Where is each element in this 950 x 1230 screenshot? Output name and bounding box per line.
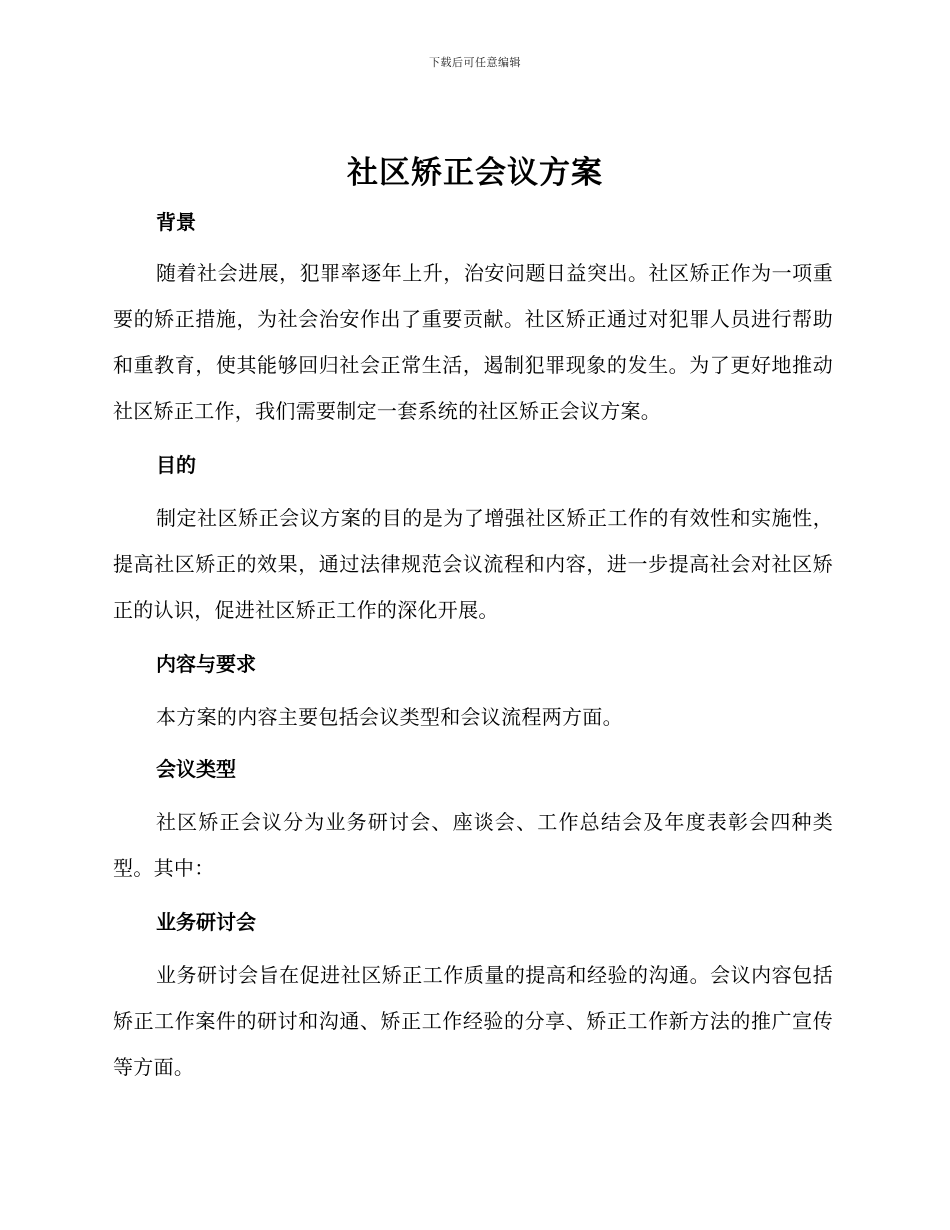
section-heading-background: 背景 — [156, 210, 196, 234]
section-paragraph-purpose: 制定社区矫正会议方案的目的是为了增强社区矫正工作的有效性和实施性，提高社区矫正的效果，通过法律规范会议流程和内容，进一步提高社会对社区矫正的认识，促进社区矫正工作的深化开展。 — [113, 506, 833, 622]
section-paragraph-content-requirements: 本方案的内容主要包括会议类型和会议流程两方面。 — [156, 705, 623, 729]
document-body — [113, 200, 833, 1090]
page-header-note: 下载后可任意编辑 — [429, 56, 521, 69]
document-title: 社区矫正会议方案 — [347, 155, 603, 191]
section-paragraph-background: 随着社会进展，犯罪率逐年上升，治安问题日益突出。社区矫正作为一项重要的矫正措施，为社会治安作出了重要贡献。社区矫正通过对犯罪人员进行帮助和重教育，使其能够回归社会正常生活，遏制犯罪现象的发生。为了更好地推动社区矫正工作，我们需要制定一套系统的社区矫正会议方案。 — [113, 261, 833, 423]
section-paragraph-business-seminar: 业务研讨会旨在促进社区矫正工作质量的提高和经验的沟通。会议内容包括矫正工作案件的研讨和沟通、矫正工作经验的分享、矫正工作新方法的推广宣传等方面。 — [113, 963, 833, 1079]
section-heading-content-requirements: 内容与要求 — [156, 652, 256, 676]
section-paragraph-meeting-types: 社区矫正会议分为业务研讨会、座谈会、工作总结会及年度表彰会四种类型。其中： — [113, 810, 833, 880]
section-heading-purpose: 目的 — [156, 453, 196, 477]
section-heading-business-seminar: 业务研讨会 — [156, 910, 256, 934]
section-heading-meeting-types: 会议类型 — [156, 757, 236, 781]
